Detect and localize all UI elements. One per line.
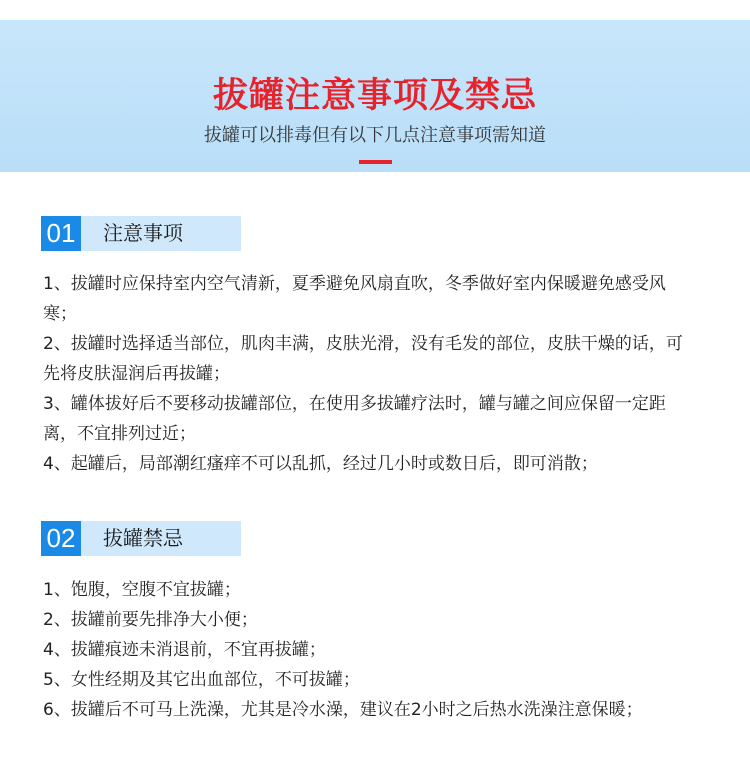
list-item: 1、饱腹，空腹不宜拔罐； (43, 580, 241, 600)
precautions-list (43, 269, 683, 479)
page-subtitle: 拔罐可以排毒但有以下几点注意事项需知道 (204, 125, 546, 146)
list-item: 5、女性经期及其它出血部位，不可拔罐； (43, 670, 360, 690)
section-number-badge: 01 (41, 216, 81, 251)
section-number-badge: 02 (41, 521, 81, 556)
section-title: 拔罐禁忌 (103, 526, 183, 550)
section-header-contraindications (41, 521, 241, 556)
list-item: 6、拔罐后不可马上洗澡，尤其是冷水澡，建议在2小时之后热水洗澡注意保暖； (43, 700, 643, 720)
header-banner (0, 20, 750, 172)
section-header-precautions (41, 216, 241, 251)
list-item: 1、拔罐时应保持室内空气清新，夏季避免风扇直吹，冬季做好室内保暖避免感受风寒； (43, 274, 666, 324)
list-item: 2、拔罐前要先排净大小便； (43, 610, 258, 630)
list-item: 2、拔罐时选择适当部位，肌肉丰满，皮肤光滑，没有毛发的部位，皮肤干燥的话，可先将皮肤湿润后再拔罐； (43, 334, 683, 384)
list-item: 3、罐体拔好后不要移动拔罐部位，在使用多拔罐疗法时，罐与罐之间应保留一定距离，不宜排列过近； (43, 394, 666, 444)
contraindications-list (43, 575, 683, 725)
title-accent-bar (359, 160, 392, 164)
list-item: 4、起罐后，局部潮红瘙痒不可以乱抓，经过几小时或数日后，即可消散； (43, 454, 598, 474)
page-title: 拔罐注意事项及禁忌 (212, 75, 537, 116)
section-title: 注意事项 (103, 221, 183, 245)
list-item: 4、拔罐痕迹未消退前，不宜再拔罐； (43, 640, 326, 660)
